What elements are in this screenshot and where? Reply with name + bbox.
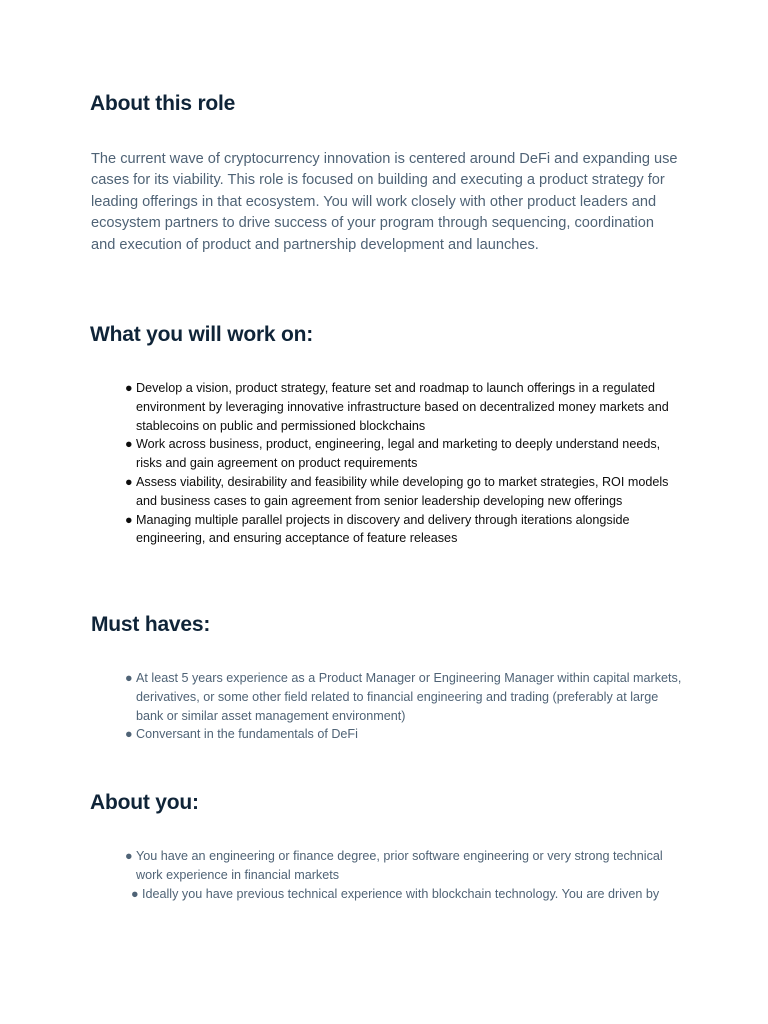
list-item <box>114 725 684 744</box>
list-item <box>114 379 684 435</box>
about-role-heading: About this role <box>90 92 236 115</box>
list-item-text: Conversant in the fundamentals of DeFi <box>136 727 358 742</box>
about-you-list <box>114 847 684 903</box>
must-haves-list <box>114 669 684 744</box>
list-item <box>114 511 684 549</box>
bullet-icon: ● <box>125 381 133 395</box>
bullet-icon: ● <box>125 671 133 685</box>
about-role-paragraph: The current wave of cryptocurrency innovation is centered around DeFi and expanding use cases for its viability. This role is focused on building and executing a product strategy for leading offerings in that ecosystem. You will work closely with other product leaders and ecosystem partners to drive success of your program through sequencing, coordination and execution of product and partnership development and launches. <box>91 151 678 253</box>
list-item-text: You have an engineering or finance degree, prior software engineering or very strong technical work experience in financial markets <box>136 849 663 882</box>
bullet-icon: ● <box>125 437 133 452</box>
bullet-icon: ● <box>125 727 133 742</box>
list-item <box>114 885 684 904</box>
list-item <box>114 847 684 885</box>
list-item-text: Ideally you have previous technical experience with blockchain technology. You are driven by <box>142 886 660 901</box>
bullet-icon: ● <box>125 474 133 489</box>
list-item <box>114 669 684 725</box>
bullet-icon: ● <box>131 886 139 901</box>
about-you-heading: About you: <box>90 791 199 814</box>
must-haves-heading: Must haves: <box>91 613 211 636</box>
work-on-list <box>114 379 684 548</box>
work-on-heading: What you will work on: <box>90 323 314 346</box>
list-item-text: Assess viability, desirability and feasibility while developing go to market strategies, ROI models and business cases to gain agreement from senior leadership developing new offerings <box>136 474 669 508</box>
list-item-text: Work across business, product, engineering, legal and marketing to deeply understand needs, risks and gain agreement on product requirements <box>136 437 661 471</box>
list-item-text: Develop a vision, product strategy, feature set and roadmap to launch offerings in a regulated environment by leveraging innovative infrastructure based on decentralized money markets and stablecoins on public and permissioned blockchains <box>136 381 669 433</box>
bullet-icon: ● <box>125 512 133 527</box>
list-item-text: At least 5 years experience as a Product Manager or Engineering Manager within capital markets, derivatives, or some other field related to financial engineering and trading (preferably at large bank or similar asset management environment) <box>136 671 682 723</box>
list-item <box>114 435 684 473</box>
bullet-icon: ● <box>125 849 133 863</box>
list-item <box>114 473 684 511</box>
list-item-text: Managing multiple parallel projects in discovery and delivery through iterations alongside engineering, and ensuring acceptance of feature releases <box>136 512 630 546</box>
